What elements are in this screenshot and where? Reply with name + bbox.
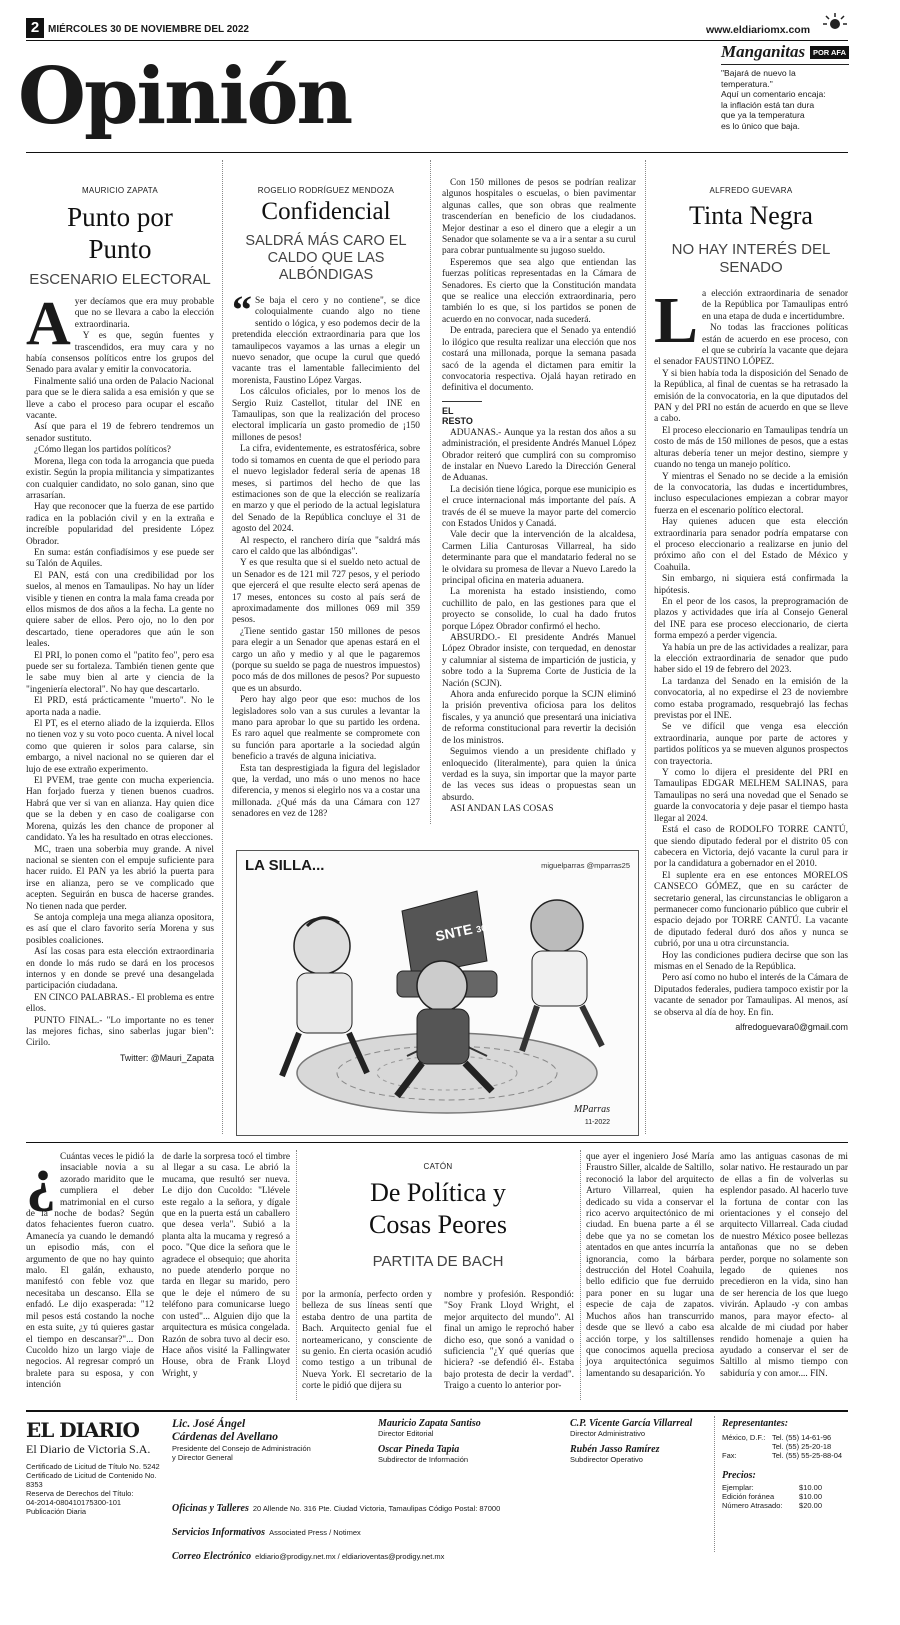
paragraph: Con 150 millones de pesos se podrían realizar algunos hospitales o escuelas, o bien pavimentar algunas calles, que son obras que realmente trascenderían en beneficio de los ciudadanos. Mejor destinar a eso el dinero que a elegir a un Senador que solamente se va a ir a sentar a su curul para cobrar puntualmente su jugoso sueldo. [442, 178, 636, 257]
paragraph: Esperemos que sea algo que entiendan las fuerzas políticas representadas en la Cámara de Senadores. Es cierto que la Constitución mandata que se realice una elección extraordinaria, pero también lo es que, si los partidos se ponen de acuerdo en no convocar, nada sucederá. [442, 257, 636, 325]
price-row: Número Atrasado: $20.00 [722, 1501, 822, 1510]
paragraph: ¿Cómo llegan los partidos políticos? [34, 445, 171, 456]
paragraph: EN CINCO PALABRAS.- El problema es entre ellos. [26, 992, 214, 1015]
paragraph: Esta tan desprestigiada la figura del legislador que, la verdad, uno más o uno menos no hace diferencia, y menos si elegirlo nos va a costar una millonada. ¿Qué más da una Cámara con 127 senadores en vez de 128? [232, 763, 420, 820]
paragraph: El PAN, está con una credibilidad por los suelos, al menos en Tamaulipas. No hay un líder visible y tienen en contra la mala fama creada por ellos mismos de dos años a la fecha. La gente no quiere saber de ellos. Pero ojo, no lo den por descartado, tiene operadores que aún le son leales. [26, 570, 214, 650]
paragraph: Así que para el 19 de febrero tendremos un senador sustituto. [26, 422, 214, 444]
paragraph: Pero hay algo peor que eso: muchos de los legisladores solo van a sus curules a levantar la mano para aprobar lo que su partido les ordena. Es raro aquel que realmente se compromete con su función para aportarle a la sociedad algún beneficio a través de alguna iniciativa. [232, 695, 420, 763]
staff-president: Lic. José Ángel Cárdenas del Avellano Presidente del Consejo de Administración y Director General [172, 1418, 311, 1462]
paragraph: El PT, es el eterno aliado de la izquierda. Ellos no tienen voz y su voto poco cuenta. A nivel local como que quieren ir solos para calarse, sin embargo, a nivel nacional no se quieren dar el lujo de ese extraño experimento. [26, 719, 214, 775]
column-punto-por-punto [26, 186, 214, 1063]
paragraph: En el peor de los casos, la preprogramación de plazos y actividades que iría al Consejo General del INE para ese proceso eleccionario, de cierta forma empezó a perder vigencia. [654, 596, 848, 642]
paragraph: ¿Tiene sentido gastar 150 millones de pesos para elegir a un Senador que apenas estará en el cargo un año y medio y al que le pagaremos (porque su sueldo se paga de nuestros impuestos) poco más de dos millones de pesos? Por supuesto que es un absurdo. [232, 626, 420, 694]
editorial-cartoon [236, 850, 639, 1136]
verse-line: que ya la temperatura [721, 110, 805, 121]
cartoon-signature: MParras [573, 1104, 610, 1115]
sun-logo-icon [822, 12, 848, 30]
subhead-el-resto: EL RESTO [442, 401, 482, 426]
rep-row: Fax: Tel. (55) 55-25-88-04 [722, 1451, 843, 1460]
paragraph: Y mientras el Senado no se decide a la emisión de la convocatoria, las dudas e incertidumbres, incluso especulaciones empiezan a cobrar mayor fuerza en el escenario político electoral. [654, 471, 848, 516]
twitter-handle[interactable]: Twitter: @Mauri_Zapata [120, 1052, 214, 1063]
byline: CATÓN [423, 1162, 453, 1171]
cartoon-drawing [237, 851, 639, 1136]
certificate-line: Certificado de Licitud de Contenido No. 8353 [26, 1471, 157, 1489]
paragraph: MC, traen una soberbia muy grande. A nivel nacional se sienten con el empuje suficiente para hacer ruido. El PAN ya les abrió la puerta para irse en alianza, pero se ve complicado que acepten. Seguirán en busca de hacerse grandes. No tienen nada que perder. [26, 844, 214, 912]
page-number-badge [26, 18, 44, 38]
verse-line: "Bajará de nuevo la temperatura." [721, 68, 796, 89]
paragraph: No todas las fracciones políticas están de acuerdo en ese proceso, con el que se cubriría la vacante que dejara el senador FAUSTINO LÓPEZ. [654, 323, 848, 368]
verse-line: es lo único que baja. [721, 120, 800, 131]
quote-mark-icon: “ [232, 287, 252, 332]
section-title: Opinión [18, 51, 352, 142]
column-confidencial-continued [442, 178, 636, 816]
verse-line: Aquí un comentario encaja: [721, 89, 826, 100]
caton-col-5: que ayer el ingeniero José María Fraustro Siller, alcalde de Saltillo, reconoció la labor del arquitecto Arturo Villarreal, quien ha dedicado su vida a conservar el rico acervo arquitectónico de mi ciudad. En buena parte a él se debe que ya no se cometan los atentados en que antes incurría la ignorancia, como la bárbara destrucción del Hotel Coahuila, bello edificio que fue derruido para poner en su lugar una especie de caja de zapatos. Muchos años han transcurrido desde que se llevó a cabo esa acción torpe, y los saltillenses que conocimos aquella preciosa joya arquitectónica seguimos lamentando su desaparición. Yo [586, 1152, 714, 1379]
byline: ROGELIO RODRÍGUEZ MENDOZA [257, 186, 395, 195]
paragraph: Se antoja compleja una mega alianza opositora, es así que el claro favorito sería Morena y sus posibles coaliciones. [26, 912, 214, 946]
cartoon-date: 11-2022 [584, 1119, 610, 1126]
paragraph: Y es que resulta que si el sueldo neto actual de un Senador es de 121 mil 727 pesos, y el periodo que ejercerá el que resulte electo será apenas de 17 meses, entonces su costo al país será de aproximadamente dos millones 069 mil 359 pesos. [232, 558, 420, 626]
paragraph: La decisión tiene lógica, porque ese municipio es el cruce internacional más importante del país. A través de él se mueve la mayor parte del comercio con Estados Unidos y Canadá. [442, 484, 636, 529]
paragraph: ADUANAS.- Aunque ya la restan dos años a su administración, el presidente Andrés Manuel López Obrador reiteró que cumplirá con su compromiso de instalar en Nuevo Laredo la Dirección General de Aduanas. [442, 427, 636, 484]
paragraph: La tardanza del Senado en la emisión de la convocatoria, al no expedirse el 23 de noviembre como estaba programado, resquebrajó las fechas previstas por el INE. [654, 676, 848, 722]
column-confidencial [232, 186, 420, 821]
column-headline: Tinta Negra [689, 201, 813, 230]
manganitas-box [721, 42, 849, 132]
paragraph: Y si bien había toda la disposición del Senado de la República, al final de cuentas se ha retrasado la emisión de la convocatoria, en la que diputados del PAN y del PRI no están de acuerdo en que se lleve a cabo. [654, 368, 848, 425]
paragraph: ASI ANDAN LAS COSAS [450, 804, 554, 815]
rep-row: Tel. (55) 25-20-18 [772, 1442, 832, 1451]
manganitas-title: Manganitas [721, 42, 806, 61]
price-row: Ejemplar: $10.00 [722, 1483, 822, 1492]
certificate-line: Certificado de Licitud de Título No. 5242 [26, 1462, 160, 1471]
caton-col-4: nombre y profesión. Respondió: "Soy Frank Lloyd Wright, el mejor arquitecto del mundo". Al final un amigo le reprochó haber dicho eso, que sonó a vanidad o suficiencia "¿Y qué querías que hiciera? -se defendió él-. Estaba bajo protesta de decir la verdad". Traigo a cuento lo anterior por- [444, 1290, 574, 1392]
column-dek: PARTITA DE BACH [372, 1253, 504, 1270]
staff-editorial: Mauricio Zapata Santiso Director Editorial Oscar Pineda Tapia Subdirector de Información [378, 1418, 481, 1464]
paragraph: Hay que reconocer que la fuerza de ese partido radica en la población civil y en la extraña e increíble popularidad del presidente López Obrador. [26, 502, 214, 547]
certificate-line: Publicación Diaria [26, 1507, 87, 1516]
byline: ALFREDO GUEVARA [709, 186, 793, 195]
dropcap: L [654, 284, 699, 357]
cartoon-credit: miguelparras @mparras25 [541, 861, 630, 870]
verse-line: la inflación está tan dura [721, 99, 815, 110]
certificate-line: Reserva de Derechos del Título: [26, 1489, 134, 1498]
representatives: Representantes: México, D.F.: Tel. (55) 14-61-96 Tel. (55) 25-20-18 Fax: Tel. (55) 55-25-88-04 Precios: Ejemplar: $10.00 Edición foránea $10.00 Número Atrasado: $20.00 [722, 1418, 848, 1510]
paragraph: Los cálculos oficiales, por lo menos los de Sergio Ruiz Castellot, titular del INE en Tamaulipas, son que la realización del proceso electoral implicaría un gasto promedio de ¡150 millones de pesos! [232, 387, 420, 443]
paragraph: Seguimos viendo a un presidente chiflado y enloquecido (literalmente), para quien la única verdad es la suya, sin importar que la mayor parte de las veces sus ideas o propuestas sean un absurdo. [442, 747, 636, 803]
masthead [26, 1416, 848, 1562]
article-body [654, 284, 848, 1019]
column-headline: Confidencial [261, 198, 391, 225]
column-dek: ESCENARIO ELECTORAL [29, 271, 211, 288]
paragraph: Sin embargo, ni siquiera está confirmada la hipótesis. [654, 574, 848, 596]
paragraph: Así las cosas para esta elección extraordinaria en donde lo más rudo se dará en los procesos internos y en donde se prevé una desangelada participación ciudadana. [26, 947, 214, 992]
certificate-line: 04-2014-080410175300-101 [26, 1498, 122, 1507]
paragraph: El PRD, está prácticamente "muerto". No le aporta nada a nadie. [26, 696, 214, 718]
paragraph: Vale decir que la intervención de la alcaldesa, Carmen Lilia Canturosas Villarreal, ha sido determinante para que el mandatario federal no se le olvidara su promesa de llevar a Nuevo Laredo la principal oficina en materia aduanera. [442, 530, 636, 586]
paragraph: El suplente era en ese entonces MORELOS CANSECO GÓMEZ, que en su carácter de secretario general, las circunstancias le obligaron a permanecer como funcionario público que cubrir el espacio dejado por TORRE CANTÚ. La vacante de diputado federal duró dos años y nunca se cubrió, por una u otra circunstancia. [654, 870, 848, 950]
rep-row: México, D.F.: Tel. (55) 14-61-96 [722, 1433, 832, 1442]
paragraph: El PVEM, trae gente con mucha experiencia. Han forjado fuerza y tienen buenos cuadros. Habrá que ver si van en alianza. Hay quien dice que se la deben y en caso de coaligarse con Morena, quizás les den chance de proponer al candidato. Ya les ha resultado en otras elecciones. [26, 776, 214, 844]
paragraph: Hoy las condiciones pudiera decirse que son las mismas en el Senado de la República. [654, 950, 848, 972]
chair-label: SNTE 30 [433, 920, 488, 945]
page-number: 2 [30, 19, 40, 36]
paragraph: El proceso eleccionario en Tamaulipas tendría un costo de más de 150 millones de pesos, que a estas alturas debería tener un mejor destino, siempre y cuando no tenga un manejo político. [654, 425, 848, 471]
paragraph: En suma: están confiadísimos y ese puede ser su Talón de Aquiles. [26, 547, 214, 570]
paragraph: Ahora anda enfurecido porque la SCJN eliminó la prisión preventiva oficiosa para los delitos fiscales, y ya anunció que presentará una iniciativa de reforma constitucional para revertir la decisión de los ministros. [442, 690, 636, 746]
article-body [26, 290, 214, 1050]
lead-paragraph: Ayer decíamos que era muy probable que no se llevara a cabo la elección extraordinaria. [26, 290, 214, 358]
caton-col-2: de darle la sorpresa tocó el timbre al llegar a su casa. Le abrió la mucama, que resultó ser nueva. Le dijo don Cucoldo: "Llévele este regalo a la señora, y dígale que en la puerta está un caballero que desea verla". Subió a la planta alta la mucama y regresó a poco. "Que dice la señora que le agradece el obsequio; que ahorita no puede atenderlo porque no tarda en llegar su marido, pero que le deje el número de su teléfono para comunicarse luego con usted"... Alguien dijo que la arquitectura es música congelada. Razón de sobra tuvo al decir eso. Hace años visité la Fallingwater House, obra de Frank Lloyd Wright, y [162, 1152, 290, 1379]
staff-admin: C.P. Vicente García Villarreal Director Administrativo Rubén Jasso Ramírez Subdirector Operativo [570, 1418, 693, 1464]
paragraph: Ya había un pre de las actividades a realizar, para la elección extraordinaria de senador que pudo haber sido el 19 de febrero del 2023. [654, 642, 848, 676]
paragraph: Morena, llega con toda la arrogancia que pueda existir. Según la propia militancia y simpatizantes con cualquier candidato, no solo ganan, sino que arrasarían. [26, 456, 214, 501]
manganitas-author-tag: POR AFA [810, 46, 849, 59]
paragraph: La cifra, evidentemente, es estratosférica, sobre todo si tomamos en cuenta de que el periodo para el nuevo legislador federal sería de apenas 18 meses, si partimos del hecho de que las estimaciones son de que la elección se realizaría en marzo y que el periodo de la actual legislatura del Senado de la República concluye el 31 de agosto del 2024. [232, 444, 420, 535]
column-dek: SALDRÁ MÁS CARO EL CALDO QUE LAS ALBÓNDIGAS [245, 233, 407, 283]
column-headline: De Política y Cosas Peores [369, 1178, 507, 1239]
paragraph: Y como lo dijera el presidente del PRI en Tamaulipas EDGAR MELHEM SALINAS, para Tamaulipas no será una novedad que el Senado se guarde la convocatoria y deje pasar el tiempo hasta llegar al 2024. [654, 768, 848, 824]
paragraph: El PRI, lo ponen como el "patito feo", pero esa puede ser su fortaleza. También tienen gente que le sabe muy bien al arte y ciencia de la "ingeniería electoral". No hay que descartarlo. [26, 650, 214, 695]
manganitas-verse [721, 68, 849, 132]
paragraph: Pero así como no hubo el interés de la Cámara de Diputados federales, pudiera tampoco existir por la vacante de senador por Tamaulipas. Al menos, así se observa al día de hoy. En fin. [654, 973, 848, 1018]
paragraph: Se ve difícil que venga esa elección extraordinaria, aunque por parte de actores y partidos políticos ya se mueven algunos prospectos con trayectoria. [654, 722, 848, 767]
caton-col-6: amo las antiguas casonas de mi solar nativo. He restaurado un par de ellas a fin de volverlas su esplendor pasado. Al hacerlo tuve la fortuna de contar con las orientaciones y el consejo del arquitecto Villarreal. Cada ciudad de nuestro México posee bellezas antañonas que no se deben perder, porque no solamente son legado de quienes nos precedieron en la vida, sino han de ser herencia de los que luego vivirán. Aplaudo -y con ambas manos, para mayor efecto- al alcalde de mi ciudad por haber rendido homenaje a quien ha ayudado a conservar el ser de Saltillo al mismo tiempo con sabiduría y con amor.... FIN. [720, 1152, 848, 1379]
certificates [26, 1462, 166, 1516]
issue-date: MIÉRCOLES 30 DE NOVIEMBRE DEL 2022 [48, 24, 249, 35]
company-name: El Diario de Victoria S.A. [26, 1442, 151, 1456]
website-link[interactable]: www.eldiariomx.com [706, 24, 811, 36]
paragraph: Hay quienes aducen que esta elección extraordinaria para senador podría empatarse con el proceso eleccionario a realizarse en junio del próximo año con el del Estado de México y Coahuila. [654, 517, 848, 573]
caton-header [302, 1162, 574, 1271]
paragraph: Al respecto, el ranchero diría que "saldrá más caro el caldo que las albóndigas". [232, 535, 420, 557]
cartoon-title: LA SILLA... [245, 857, 325, 874]
price-row: Edición foránea $10.00 [722, 1492, 822, 1501]
column-headline: Punto por Punto [67, 202, 173, 264]
author-email[interactable]: alfredoguevara0@gmail.com [735, 1022, 848, 1032]
lead-paragraph: “ Se baja el cero y no contiene", se dice coloquialmente cuando algo no tiene sentido o lógica, y eso podemos decir de la pretendida elección extraordinaria para que los tamaulipecos vayamos a las urnas a elegir un nuevo senador, que ocupe la curul que quedó vacante tras el lamentable fallecimiento del morenista, Faustino López Vargas. [232, 287, 420, 386]
paragraph: Finalmente salió una orden de Palacio Nacional para que se le diera salida a esa emisión y que se lleve a cabo el proceso para ocupar el escaño vacante. [26, 376, 214, 422]
column-dek: NO HAY INTERÉS DEL SENADO [671, 241, 831, 276]
paragraph: PUNTO FINAL.- "Lo importante no es tener las mejores fichas, sino saberlas jugar bien": Cirilo. [26, 1015, 214, 1049]
caton-col-3: por la armonía, perfecto orden y belleza de sus líneas sentí que estaba dentro de una partita de Bach. Arquitecto genial fue el norteamericano, y consciente de su genio. En cierta ocasión acudió como testigo a un tribunal de Nueva York. El secretario de la corte le pidió que dijera su [302, 1290, 432, 1392]
byline: MAURICIO ZAPATA [81, 186, 159, 195]
column-tinta-negra [654, 186, 848, 1032]
paragraph: Y es que, según fuentes y trascendidos, era muy cara y no había consensos políticos entre los grupos del Senado para avalar y emitir la convocatoria. [26, 331, 214, 376]
paragraph: La morenista ha estado insistiendo, como cuchillito de palo, en las gestiones para que el proyecto se consolide, lo cual ha dado frutos porque López Obrador confirmó el hecho. [442, 587, 636, 632]
contact-lines: Oficinas y Talleres 20 Allende No. 316 Pte. Ciudad Victoria, Tamaulipas Código Postal: 87000 Servicios Informativos Associated Press / Notimex Correo Electrónico eldiario@prodigy.net.mx / eldiarioventas@prodigy.net.mx [172, 1503, 501, 1562]
newspaper-logo: EL DIARIO [26, 1418, 139, 1442]
lead-paragraph: La elección extraordinaria de senador de la República por Tamaulipas entró en una etapa de duda e incertidumbre. [654, 284, 848, 357]
caton-col-1: ¿ Cuántas veces le pidió la insaciable novia a su azorado maridito que le cumpliera el deber matrimonial en el curso de la noche de bodas? Según datos fehacientes fueron cuatro. Amanecía ya cuando le demandó un episodio más, con el argumento de que no hay quinto malo. El galán, exhausto, manifestó con feble voz que necesitaba un descanso. Ella se enfadó. Le dijo exasperada: "12 mil pesos está costando la noche en esta suite, ¿y tú quieres gastar el tiempo en descansar?"... Don Cucoldo hizo un largo viaje de negocios. Al regresar compró un bralete para su esposa, y con intención [26, 1146, 154, 1391]
paragraph: De entrada, pareciera que el Senado ya entendió lo ilógico que resulta realizar una elección que nos costará una millonada, porque la semana pasada sacó de la agenda el dictamen para emitir la convocatoria respectiva. Ojalá hayan retirado en definitiva el documento. [442, 326, 636, 394]
paragraph: Está el caso de RODOLFO TORRE CANTÚ, que siendo diputado federal por el distrito 05 con cabecera en Victoria, dejó vacante la curul para ir por la candidatura a gobernador en el 2010. [654, 825, 848, 870]
contact-email[interactable]: eldiario@prodigy.net.mx / eldiarioventas@prodigy.net.mx [255, 1552, 445, 1561]
dropcap: ¿ [26, 1146, 56, 1212]
dropcap: A [26, 290, 71, 358]
article-body [232, 287, 420, 821]
paragraph: ABSURDO.- El presidente Andrés Manuel López Obrador insiste, con terquedad, en denostar y calumniar al sistema de impartición de justicia, y sobre todo a la Suprema Corte de Justicia de la Nación (SCJN). [442, 633, 636, 689]
